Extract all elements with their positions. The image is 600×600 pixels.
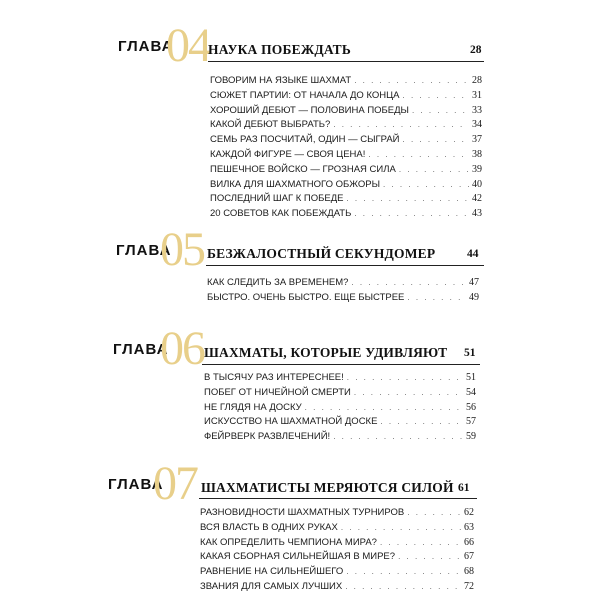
toc-entry[interactable] [200,580,474,595]
chapter-rule [202,364,480,365]
leader-dots [351,276,466,291]
chapter-header [0,19,600,76]
chapter-page[interactable]: 44 [467,248,479,260]
toc-entry[interactable] [210,104,482,119]
chapter-title[interactable]: НАУКА ПОБЕЖДАТЬ [208,42,351,57]
entry-page: 49 [469,291,479,303]
toc-entry[interactable] [200,550,474,565]
chapter-page[interactable]: 61 [458,482,470,494]
leader-dots [383,178,469,193]
toc-entry[interactable] [204,386,476,401]
leader-dots [333,118,469,133]
chapter-label: ГЛАВА [113,341,169,358]
leader-dots [354,74,469,89]
leader-dots [341,521,461,536]
entry-page: 47 [469,277,479,288]
entry-page: 43 [472,208,482,220]
entry-title: КАЖДОЙ ФИГУРЕ — СВОЯ ЦЕНА! [210,148,366,160]
entry-title: ВИЛКА ДЛЯ ШАХМАТНОГО ОБЖОРЫ [210,178,380,190]
leader-dots [403,89,470,104]
entry-title: В ТЫСЯЧУ РАЗ ИНТЕРЕСНЕЕ! [204,372,344,383]
chapter-05 [0,223,600,303]
toc-entry[interactable] [210,148,482,163]
entry-page: 67 [464,551,474,563]
chapter-items [200,506,474,595]
toc-entry[interactable] [210,163,482,178]
chapter-number: 07 [153,457,197,510]
chapter-rule [208,61,484,62]
leader-dots [380,415,463,430]
chapter-items [207,276,479,306]
chapter-04 [0,19,600,220]
chapter-number: 05 [160,223,204,276]
chapter-rule [206,265,484,266]
leader-dots [403,133,469,148]
chapter-07 [0,457,600,592]
entry-title: КАК СЛЕДИТЬ ЗА ВРЕМЕНЕМ? [207,277,349,288]
toc-entry[interactable] [204,371,476,386]
entry-title: КАК ОПРЕДЕЛИТЬ ЧЕМПИОНА МИРА? [200,536,377,548]
entry-page: 72 [464,580,474,592]
entry-page: 37 [472,134,482,146]
entry-title: ПЕШЕЧНОЕ ВОЙСКО — ГРОЗНАЯ СИЛА [210,163,396,175]
leader-dots [407,506,461,521]
entry-title: РАЗНОВИДНОСТИ ШАХМАТНЫХ ТУРНИРОВ [200,507,405,518]
chapter-label: ГЛАВА [116,242,172,259]
chapter-06 [0,322,600,443]
toc-entry[interactable] [200,536,474,551]
leader-dots [354,386,463,401]
entry-title: ГОВОРИМ НА ЯЗЫКЕ ШАХМАТ [210,75,352,86]
toc-entry[interactable] [210,74,482,89]
entry-title: ПОБЕГ ОТ НИЧЕЙНОЙ СМЕРТИ [204,386,351,398]
leader-dots [346,565,461,580]
entry-page: 42 [472,193,482,205]
entry-page: 59 [466,431,476,443]
toc-entry[interactable] [200,506,474,521]
leader-dots [354,207,469,222]
entry-page: 54 [466,386,476,398]
leader-dots [345,580,461,595]
leader-dots [407,291,466,306]
chapter-number: 04 [166,19,210,72]
leader-dots [368,148,469,163]
toc-entry[interactable] [210,192,482,207]
entry-title: РАВНЕНИЕ НА СИЛЬНЕЙШЕГО [200,566,344,578]
entry-title: 20 СОВЕТОВ КАК ПОБЕЖДАТЬ [210,208,352,220]
entry-page: 39 [472,163,482,175]
leader-dots [380,536,461,551]
toc-entry[interactable] [204,430,476,445]
entry-page: 38 [472,148,482,160]
chapter-title[interactable]: ШАХМАТЫ, КОТОРЫЕ УДИВЛЯЮТ [204,345,448,360]
chapter-title[interactable]: БЕЗЖАЛОСТНЫЙ СЕКУНДОМЕР [207,246,436,261]
toc-entry[interactable] [207,276,479,291]
leader-dots [305,401,463,416]
leader-dots [346,192,469,207]
entry-page: 51 [466,372,476,383]
toc-entry[interactable] [204,415,476,430]
chapter-items [204,371,476,445]
entry-page: 56 [466,401,476,413]
entry-title: СЮЖЕТ ПАРТИИ: ОТ НАЧАЛА ДО КОНЦА [210,89,400,101]
toc-entry[interactable] [210,133,482,148]
entry-title: ПОСЛЕДНИЙ ШАГ К ПОБЕДЕ [210,193,344,205]
leader-dots [412,104,469,119]
entry-page: 40 [472,178,482,190]
entry-title: БЫСТРО. ОЧЕНЬ БЫСТРО. ЕЩЕ БЫСТРЕЕ [207,291,405,303]
entry-title: ВСЯ ВЛАСТЬ В ОДНИХ РУКАХ [200,521,338,533]
toc-entry[interactable] [210,207,482,222]
entry-page: 31 [472,89,482,101]
chapter-items [210,74,482,222]
entry-title: ЗВАНИЯ ДЛЯ САМЫХ ЛУЧШИХ [200,580,343,592]
toc-entry[interactable] [200,565,474,580]
entry-title: КАКАЯ СБОРНАЯ СИЛЬНЕЙШАЯ В МИРЕ? [200,551,396,563]
leader-dots [347,371,463,386]
entry-title: СЕМЬ РАЗ ПОСЧИТАЙ, ОДИН — СЫГРАЙ [210,134,400,146]
chapter-label: ГЛАВА [118,38,174,55]
chapter-number: 06 [160,322,204,375]
chapter-header [0,223,600,280]
leader-dots [333,430,463,445]
toc-entry[interactable] [210,178,482,193]
entry-title: ХОРОШИЙ ДЕБЮТ — ПОЛОВИНА ПОБЕДЫ [210,104,409,116]
toc-entry[interactable] [210,118,482,133]
entry-page: 33 [472,104,482,116]
toc-entry[interactable] [204,401,476,416]
entry-page: 28 [472,75,482,86]
entry-page: 68 [464,566,474,578]
chapter-page[interactable]: 28 [470,44,482,56]
entry-page: 63 [464,521,474,533]
entry-title: ИСКУССТВО НА ШАХМАТНОЙ ДОСКЕ [204,416,378,428]
leader-dots [399,163,469,178]
entry-title: КАКОЙ ДЕБЮТ ВЫБРАТЬ? [210,119,331,131]
entry-page: 62 [464,507,474,518]
toc-entry[interactable] [210,89,482,104]
entry-page: 34 [472,119,482,131]
chapter-title[interactable]: ШАХМАТИСТЫ МЕРЯЮТСЯ СИЛОЙ [201,480,454,495]
chapter-page[interactable]: 51 [464,347,476,359]
entry-title: НЕ ГЛЯДЯ НА ДОСКУ [204,401,302,413]
entry-title: ФЕЙРВЕРК РАЗВЛЕЧЕНИЙ! [204,431,331,443]
chapter-label: ГЛАВА [108,476,164,493]
toc-entry[interactable] [207,291,479,306]
entry-page: 57 [466,416,476,428]
chapter-rule [199,498,477,499]
toc-entry[interactable] [200,521,474,536]
entry-page: 66 [464,536,474,548]
leader-dots [398,550,461,565]
